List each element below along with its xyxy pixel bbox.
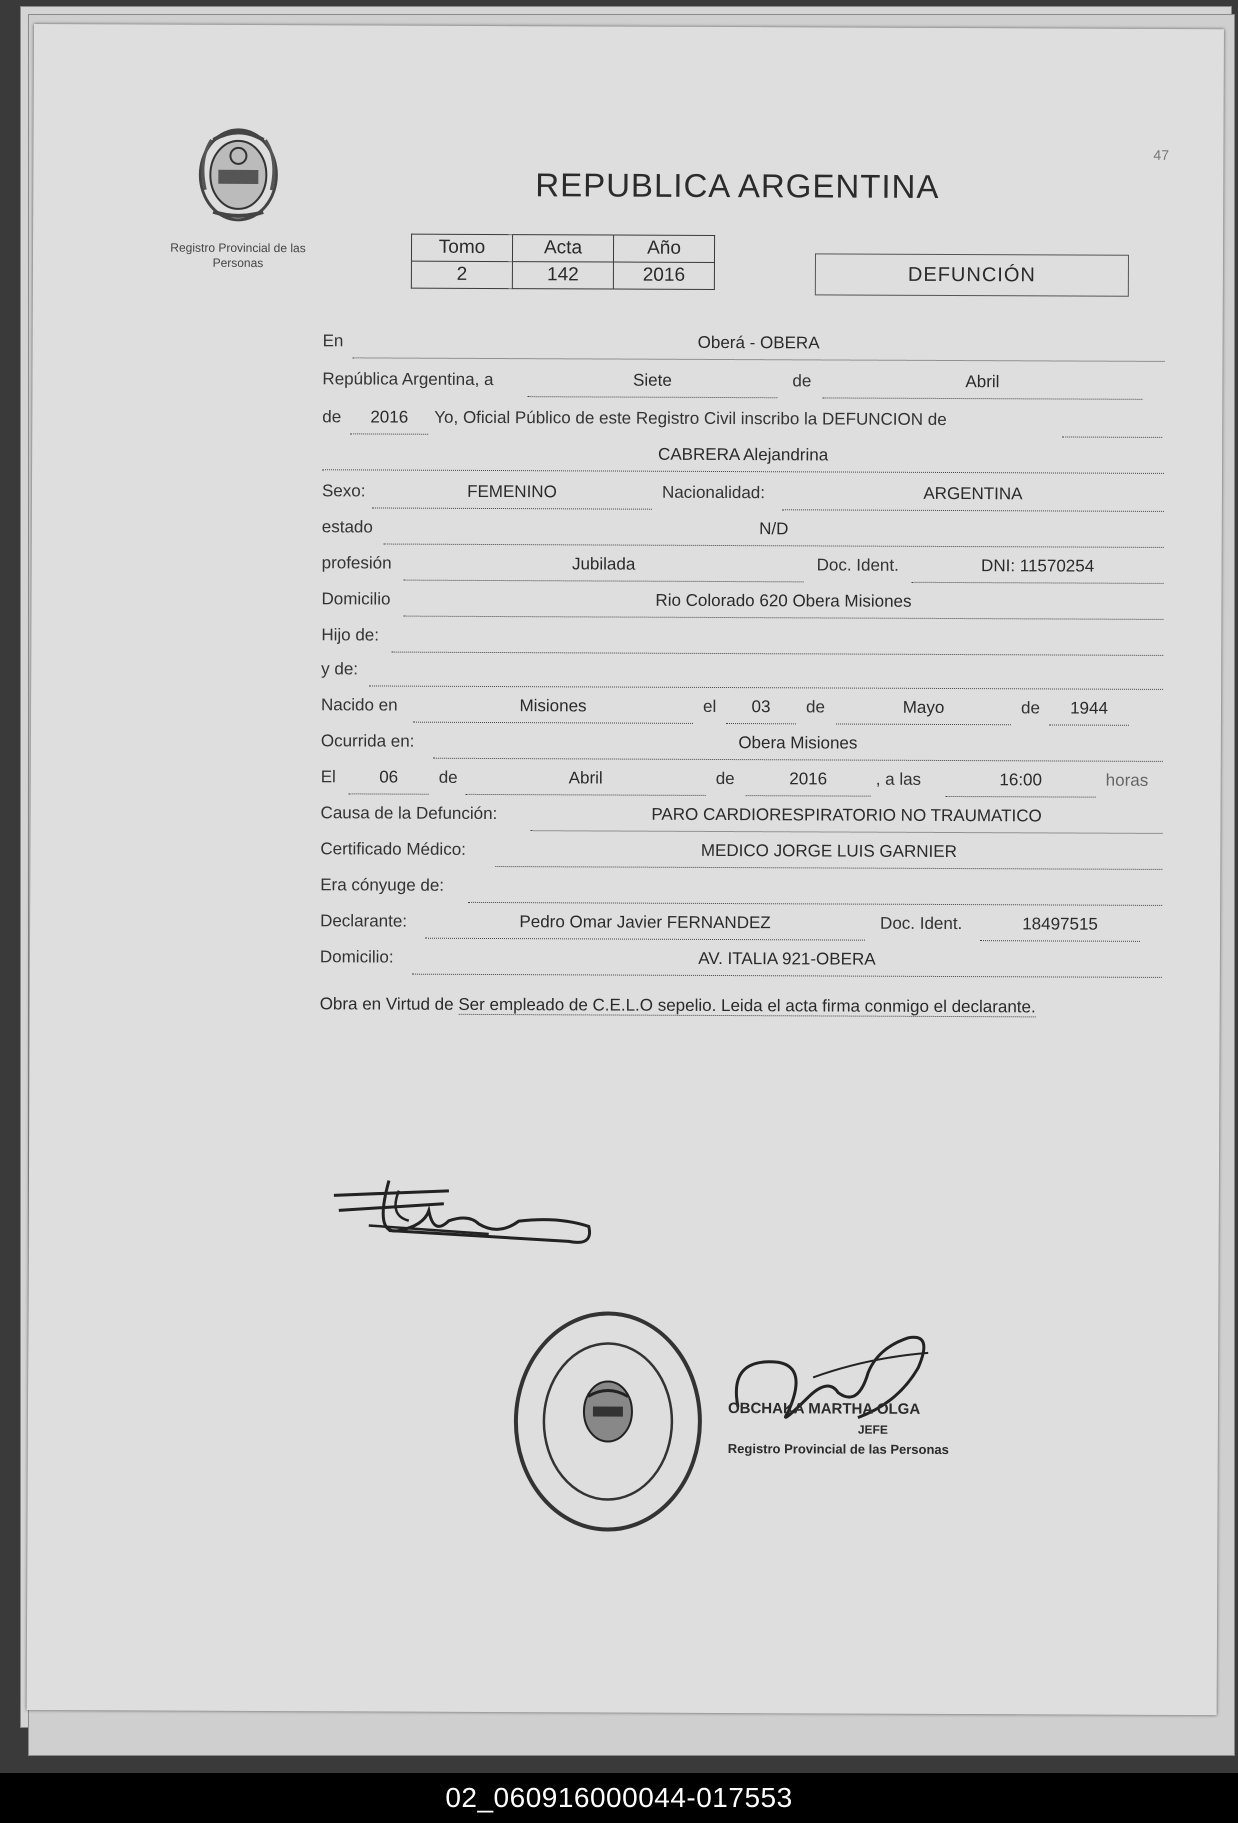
- row-year: [322, 407, 1164, 443]
- coat-of-arms-logo: [183, 120, 293, 230]
- footer-code: 02_060916000044-017553: [0, 1773, 1238, 1823]
- de-label: de: [438, 767, 458, 787]
- row-causa: [320, 803, 1162, 839]
- row-en: [323, 331, 1165, 367]
- certificate-page: [27, 24, 1224, 1715]
- ano-header: Año: [613, 235, 714, 262]
- declarante-label: Declarante:: [320, 911, 408, 931]
- estado-field: N/D: [384, 518, 1164, 548]
- officer-name: OBCHAKA MARTHA OLGA: [727, 1400, 921, 1418]
- tomo-header: Tomo: [411, 234, 512, 261]
- row-certificado: [320, 839, 1162, 875]
- officer-org: Registro Provincial de las Personas: [727, 1441, 949, 1458]
- birth-month-field: Mayo: [836, 698, 1011, 726]
- certificate-type-box: DEFUNCIÓN: [815, 253, 1129, 296]
- acta-header: Acta: [512, 235, 613, 262]
- estado-label: estado: [321, 517, 373, 537]
- horas-label: horas: [1105, 770, 1149, 790]
- yde-field: [369, 659, 1163, 689]
- causa-field: PARO CARDIORESPIRATORIO NO TRAUMATICO: [530, 804, 1162, 834]
- alas-label: , a las: [875, 769, 922, 789]
- sexo-label: Sexo:: [321, 481, 366, 501]
- hijo-field: [391, 626, 1163, 656]
- birth-year-field: 1944: [1049, 698, 1129, 725]
- official-stamp: [507, 1306, 708, 1537]
- month-field: Abril: [822, 371, 1142, 399]
- acta-value: 142: [512, 262, 613, 289]
- profesion-field: Jubilada: [404, 554, 804, 583]
- row-domicilio: [321, 589, 1163, 625]
- obra-field: Ser empleado de C.E.L.O sepelio. Leida el acta firma conmigo el declarante.: [458, 994, 1036, 1017]
- row-estado: [322, 517, 1164, 553]
- row-domicilio-declarante: [320, 947, 1162, 983]
- certificado-label: Certificado Médico:: [320, 839, 466, 859]
- death-time-field: 16:00: [946, 770, 1096, 798]
- conyuge-label: Era cónyuge de:: [320, 875, 445, 895]
- reference-table: [411, 234, 715, 290]
- ocurrida-label: Ocurrida en:: [320, 731, 415, 751]
- row-profesion: [322, 553, 1164, 589]
- de-label: de: [715, 768, 735, 789]
- declarante-field: Pedro Omar Javier FERNANDEZ: [425, 912, 865, 941]
- row-ocurrida: [321, 731, 1163, 767]
- profesion-label: profesión: [321, 553, 392, 573]
- row-nacido: [321, 695, 1163, 731]
- row-hijo: [321, 625, 1163, 661]
- death-month-field: Abril: [466, 768, 706, 796]
- domicilio-field: Rio Colorado 620 Obera Misiones: [403, 590, 1163, 620]
- declarante-doc-field: 18497515: [980, 914, 1140, 942]
- hijo-label: Hijo de:: [321, 625, 380, 645]
- ano-value: 2016: [613, 262, 714, 289]
- causa-label: Causa de la Defunción:: [320, 803, 498, 824]
- de-label: de: [792, 371, 812, 391]
- de-label: de: [805, 697, 825, 717]
- page-mark: 47: [1153, 146, 1170, 163]
- doc-ident-label: Doc. Ident.: [880, 913, 963, 934]
- obra-label: Obra en Virtud de: [319, 994, 454, 1014]
- el-label: el: [702, 696, 717, 716]
- row-sexo: [322, 481, 1164, 517]
- nacionalidad-field: ARGENTINA: [782, 483, 1164, 512]
- page-title: REPUBLICA ARGENTINA: [535, 166, 940, 205]
- yde-label: y de:: [321, 659, 359, 679]
- republica-label: República Argentina, a: [322, 369, 494, 390]
- officer-role: JEFE: [857, 1422, 888, 1437]
- year-field: 2016: [350, 407, 428, 434]
- nacido-field: Misiones: [413, 696, 693, 724]
- domicilio-label: Domicilio:: [319, 947, 394, 967]
- officer-stamp-text: [728, 1399, 949, 1460]
- row-republica: [322, 369, 1164, 405]
- tomo-value: 2: [411, 261, 512, 288]
- declarant-signature: [329, 1175, 599, 1266]
- row-yde: [321, 659, 1163, 695]
- doc-ident-field: DNI: 11570254: [912, 556, 1164, 584]
- blank-field: [1062, 410, 1162, 437]
- el-label: El: [320, 767, 336, 787]
- row-death-date: [321, 767, 1163, 803]
- nacionalidad-label: Nacionalidad:: [661, 482, 766, 503]
- en-label: En: [322, 331, 344, 351]
- ocurrida-field: Obera Misiones: [433, 732, 1163, 762]
- death-day-field: 06: [349, 767, 429, 794]
- sexo-field: FEMENINO: [372, 481, 652, 509]
- conyuge-field: [468, 876, 1162, 906]
- obra-paragraph: [320, 991, 1160, 1021]
- de-label: de: [1020, 698, 1040, 718]
- yo-text: Yo, Oficial Público de este Registro Civil inscribo la DEFUNCION de: [434, 407, 947, 429]
- domicilio-declarante-field: AV. ITALIA 921-OBERA: [412, 948, 1162, 978]
- deceased-name-field: CABRERA Alejandrina: [322, 443, 1164, 474]
- death-year-field: 2016: [746, 769, 871, 797]
- row-declarante: [320, 911, 1162, 947]
- birth-day-field: 03: [726, 697, 796, 724]
- day-words-field: Siete: [527, 370, 777, 398]
- domicilio-label: Domicilio: [321, 589, 391, 609]
- registry-caption: Registro Provincial de las Personas: [170, 240, 306, 271]
- row-name: [322, 443, 1164, 479]
- row-conyuge: [320, 875, 1162, 911]
- en-field: Oberá - OBERA: [353, 331, 1165, 362]
- doc-ident-label: Doc. Ident.: [816, 555, 899, 575]
- de-label: de: [322, 407, 342, 427]
- certificado-field: MEDICO JORGE LUIS GARNIER: [495, 840, 1162, 870]
- nacido-label: Nacido en: [320, 695, 398, 715]
